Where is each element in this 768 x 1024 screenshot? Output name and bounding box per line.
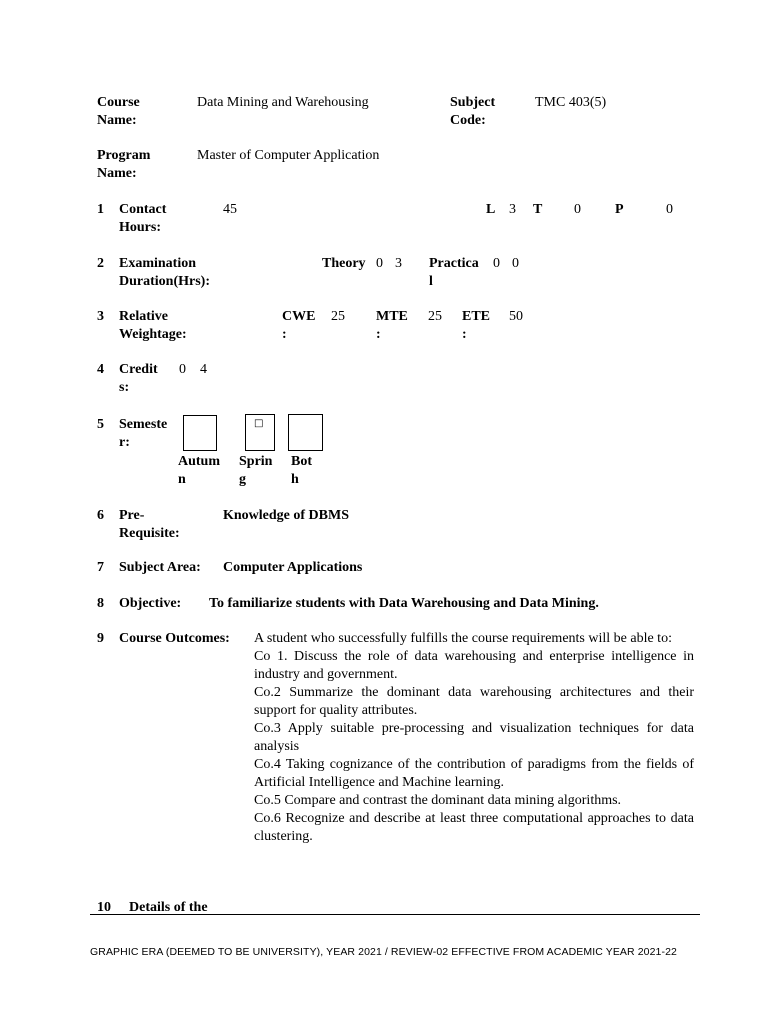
course-outcome-3: Co.3 Apply suitable pre-processing and visualization techniques for data analysis xyxy=(254,721,694,754)
semester-label: Semester: xyxy=(119,417,168,450)
practical-label: P xyxy=(615,202,624,217)
objective-label: Objective: xyxy=(119,596,182,611)
relative-weightage-label: Relative Weightage: xyxy=(119,309,187,342)
spring-label: Spring xyxy=(239,454,273,487)
practical-duration-label: Practical xyxy=(429,256,479,289)
theory-value-1: 0 xyxy=(376,256,383,271)
course-outcomes-list xyxy=(254,630,694,846)
row-number-7: 7 xyxy=(97,560,104,575)
course-outcome-6: Co.6 Recognize and describe at least three computational approaches to data clustering. xyxy=(254,811,694,844)
row-number-5: 5 xyxy=(97,417,104,432)
credits-label: Credits: xyxy=(119,362,158,395)
subject-area-label: Subject Area: xyxy=(119,560,201,575)
row-number-9: 9 xyxy=(97,631,104,646)
course-name-label: Course Name: xyxy=(97,95,140,128)
course-outcome-2: Co.2 Summarize the dominant data warehousing architectures and their support for quality attributes. xyxy=(254,685,694,718)
theory-label: Theory xyxy=(322,256,366,271)
objective-value: To familiarize students with Data Warehousing and Data Mining. xyxy=(209,596,599,611)
autumn-label: Autumn xyxy=(178,454,221,487)
program-name-value: Master of Computer Application xyxy=(197,148,380,163)
course-outcomes-intro: A student who successfully fulfills the course requirements will be able to: xyxy=(254,631,672,646)
mte-label: MTE : xyxy=(376,309,408,342)
both-label: Both xyxy=(291,454,312,487)
contact-hours-value: 45 xyxy=(223,202,237,217)
course-outcome-5: Co.5 Compare and contrast the dominant data mining algorithms. xyxy=(254,793,622,808)
practical-value-2: 0 xyxy=(512,256,519,271)
contact-hours-label: Contact Hours: xyxy=(119,202,167,235)
lecture-label: L xyxy=(486,202,496,217)
prerequisite-value: Knowledge of DBMS xyxy=(223,508,349,523)
course-outcome-1: Co 1. Discuss the role of data warehousing and enterprise intelligence in industry and government. xyxy=(254,649,694,682)
course-outcomes-label: Course Outcomes: xyxy=(119,631,230,646)
spring-checkbox[interactable] xyxy=(245,414,275,451)
spring-checked-mark-icon: □ xyxy=(254,418,264,429)
details-label: Details of the xyxy=(129,900,208,915)
cwe-label: CWE : xyxy=(282,309,316,342)
row-number-1: 1 xyxy=(97,202,104,217)
row-number-6: 6 xyxy=(97,508,104,523)
section-divider xyxy=(90,914,700,915)
row-number-10: 10 xyxy=(97,900,111,915)
page-footer: GRAPHIC ERA (DEEMED TO BE UNIVERSITY), YEAR 2021 / REVIEW-02 EFFECTIVE FROM ACADEMIC YEAR 2021-22 xyxy=(90,946,677,958)
practical-value-1: 0 xyxy=(493,256,500,271)
both-checkbox[interactable] xyxy=(288,414,323,451)
row-number-4: 4 xyxy=(97,362,104,377)
subject-area-value: Computer Applications xyxy=(223,560,363,575)
lecture-value: 3 xyxy=(509,202,516,217)
row-number-2: 2 xyxy=(97,256,104,271)
ete-value: 50 xyxy=(509,309,523,324)
credits-value-1: 0 xyxy=(179,362,186,377)
course-name-value: Data Mining and Warehousing xyxy=(197,95,369,110)
tutorial-label: T xyxy=(533,202,543,217)
exam-duration-label: Examination Duration(Hrs): xyxy=(119,256,210,289)
autumn-checkbox[interactable] xyxy=(183,415,217,451)
tutorial-value: 0 xyxy=(574,202,581,217)
row-number-3: 3 xyxy=(97,309,104,324)
cwe-value: 25 xyxy=(331,309,345,324)
subject-code-label: Subject Code: xyxy=(450,95,496,128)
credits-value-2: 4 xyxy=(200,362,207,377)
program-name-label: Program Name: xyxy=(97,148,151,181)
mte-value: 25 xyxy=(428,309,442,324)
course-outcome-4: Co.4 Taking cognizance of the contribution of paradigms from the fields of Artificial Intelligence and Machine learning. xyxy=(254,757,694,790)
prerequisite-label: Pre-Requisite: xyxy=(119,508,180,541)
row-number-8: 8 xyxy=(97,596,104,611)
ete-label: ETE : xyxy=(462,309,491,342)
practical-value: 0 xyxy=(666,202,673,217)
theory-value-2: 3 xyxy=(395,256,402,271)
subject-code-value: TMC 403(5) xyxy=(535,95,607,110)
